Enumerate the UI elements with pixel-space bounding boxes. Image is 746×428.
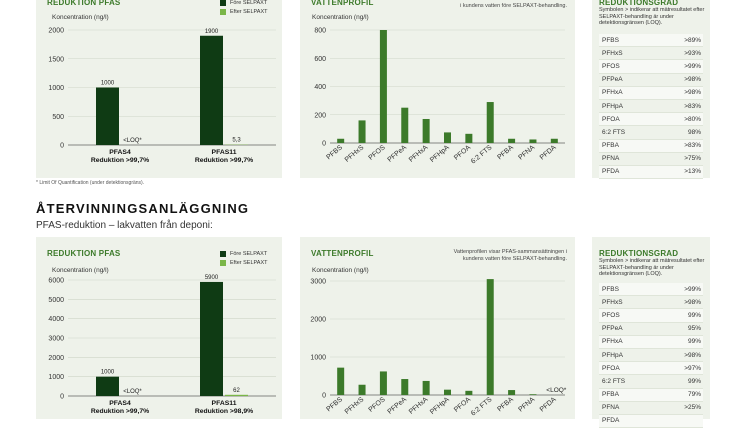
y-tick-label: 800: [314, 28, 326, 35]
bottom-profile-unit: Koncentration (ng/l): [312, 267, 369, 274]
table-row: [599, 140, 703, 153]
bottom-reduction-chart: [36, 237, 282, 419]
data-label: <LOQ*: [123, 389, 142, 395]
compound-name: PFHxA: [602, 338, 623, 345]
compound-name: PFHpA: [602, 103, 623, 110]
reduction-label: Reduktion >99,7%: [91, 408, 149, 415]
table-row: [599, 87, 703, 100]
bar: [487, 102, 494, 143]
legend-before-label: Före SELPAXT: [230, 251, 267, 257]
compound-name: PFBA: [602, 142, 619, 149]
reduction-value: 79%: [688, 391, 701, 398]
bar-before: [96, 377, 119, 396]
bar: [465, 134, 472, 143]
data-label: 1000: [101, 370, 115, 376]
bottom-reduction-title: REDUKTION PFAS: [47, 249, 120, 258]
bottom-table-panel: [592, 237, 710, 419]
x-tick-label: PFNA: [517, 144, 536, 162]
table-row: [599, 166, 703, 179]
compound-name: 6:2 FTS: [602, 378, 625, 385]
reduction-value: >98%: [684, 89, 701, 96]
x-tick-label: PFHpA: [429, 144, 451, 164]
x-tick-label: PFBA: [496, 144, 515, 161]
table-row: [599, 362, 703, 375]
data-label: 1000: [101, 81, 115, 87]
y-tick-label: 3000: [48, 336, 64, 343]
compound-name: PFOS: [602, 312, 620, 319]
bottom-reduction-table: [599, 283, 703, 428]
bar: [487, 279, 494, 395]
top-reduction-title: REDUKTION PFAS: [47, 0, 120, 7]
reduction-value: >25%: [684, 404, 701, 411]
x-tick-label: PFBS: [325, 144, 344, 161]
table-row: [599, 389, 703, 402]
section-subtitle: PFAS-reduktion – lakvatten från deponi:: [36, 220, 213, 231]
x-tick-label: PFDA: [539, 396, 558, 414]
reduction-value: >98%: [684, 352, 701, 359]
x-tick-label: PFHxS: [344, 396, 366, 416]
x-tick-label: PFHxA: [408, 396, 430, 416]
bar: [401, 108, 408, 143]
bar: [359, 385, 366, 395]
x-tick-label: PFDA: [539, 144, 558, 162]
table-row: [599, 100, 703, 113]
compound-name: PFOA: [602, 116, 620, 123]
bar: [529, 139, 536, 143]
x-tick-label: PFHxS: [344, 144, 366, 164]
compound-name: PFBS: [602, 37, 619, 44]
data-label: 62: [233, 388, 240, 394]
reduction-value: >89%: [684, 37, 701, 44]
bar: [551, 139, 558, 143]
x-tick-label: PFOS: [368, 396, 387, 414]
y-tick-label: 500: [52, 114, 64, 121]
category-label: PFAS4: [109, 400, 131, 407]
reduction-value: >98%: [684, 299, 701, 306]
top-profile-chart: [300, 0, 575, 178]
y-tick-label: 0: [60, 394, 64, 401]
loq-footnote: * Limit Of Quantification (under detektionsgräns).: [36, 180, 144, 186]
bar: [444, 132, 451, 143]
table-row: [599, 415, 703, 428]
reduction-label: Reduktion >98,9%: [195, 408, 253, 415]
y-tick-label: 0: [322, 141, 326, 148]
compound-name: PFOA: [602, 365, 620, 372]
x-tick-label: PFBA: [496, 396, 515, 413]
table-row: [599, 323, 703, 336]
table-row: [599, 60, 703, 73]
y-tick-label: 2000: [48, 28, 64, 35]
bar-before: [200, 36, 223, 145]
category-label: PFAS11: [212, 400, 237, 407]
y-tick-label: 2000: [310, 317, 326, 324]
compound-name: PFBS: [602, 286, 619, 293]
table-row: [599, 34, 703, 47]
compound-name: PFBA: [602, 391, 619, 398]
compound-name: PFHpA: [602, 352, 623, 359]
category-label: PFAS4: [109, 149, 131, 156]
reduction-value: >83%: [684, 142, 701, 149]
data-label: 1900: [205, 29, 219, 35]
bar: [359, 120, 366, 143]
bar: [444, 390, 451, 395]
y-tick-label: 0: [60, 143, 64, 150]
bottom-profile-note: Vattenprofilen visar PFAS-sammansättningen i kundens vatten före SELPAXT-behandling.: [432, 249, 567, 262]
reduction-label: Reduktion >99,7%: [195, 157, 253, 164]
data-annotation: <LOQ*: [546, 387, 567, 394]
compound-name: PFNA: [602, 155, 619, 162]
bar: [529, 394, 536, 395]
y-tick-label: 6000: [48, 278, 64, 285]
table-row: [599, 336, 703, 349]
x-tick-label: PFPeA: [387, 144, 409, 164]
bar-after: [225, 395, 248, 396]
reduction-value: >80%: [684, 116, 701, 123]
data-label: 5900: [205, 275, 219, 281]
compound-name: 6:2 FTS: [602, 129, 625, 136]
bar: [465, 391, 472, 395]
y-tick-label: 1000: [310, 355, 326, 362]
x-tick-label: 6:2 FTS: [470, 144, 494, 166]
reduction-value: >13%: [684, 168, 701, 175]
compound-name: PFDA: [602, 417, 619, 424]
y-tick-label: 400: [314, 84, 326, 91]
bar: [508, 390, 515, 395]
bar: [337, 139, 344, 143]
x-tick-label: 6:2 FTS: [470, 396, 494, 418]
table-row: [599, 402, 703, 415]
bottom-reduction-unit: Koncentration (ng/l): [52, 267, 109, 274]
top-reduction-unit: Koncentration (ng/l): [52, 14, 109, 21]
x-tick-label: PFHxA: [408, 144, 430, 164]
reduction-value: 99%: [688, 378, 701, 385]
bottom-table-title: REDUKTIONSGRAD: [599, 249, 678, 258]
compound-name: PFHxA: [602, 89, 623, 96]
x-tick-label: PFOA: [453, 144, 472, 162]
compound-name: PFPeA: [602, 76, 623, 83]
x-tick-label: PFHpA: [429, 396, 451, 416]
top-profile-title: VATTENPROFIL: [311, 0, 374, 7]
table-row: [599, 153, 703, 166]
top-table-panel: [592, 0, 710, 178]
bar: [401, 379, 408, 395]
y-tick-label: 600: [314, 56, 326, 63]
bottom-profile-title: VATTENPROFIL: [311, 249, 374, 258]
y-tick-label: 5000: [48, 297, 64, 304]
reduction-value: >98%: [684, 76, 701, 83]
legend-after-label: Efter SELPAXT: [230, 260, 268, 266]
top-table-title: REDUKTIONSGRAD: [599, 0, 678, 7]
legend-after-label: Efter SELPAXT: [230, 9, 268, 15]
reduction-value: >99%: [684, 63, 701, 70]
compound-name: PFHxS: [602, 50, 623, 57]
x-tick-label: PFNA: [517, 396, 536, 414]
bar: [423, 381, 430, 395]
reduction-value: 99%: [688, 338, 701, 345]
bar-before: [200, 282, 223, 396]
reduction-value: >97%: [684, 365, 701, 372]
reduction-value: >75%: [684, 155, 701, 162]
reduction-value: >99%: [684, 286, 701, 293]
category-label: PFAS11: [212, 149, 237, 156]
reduction-value: 99%: [688, 312, 701, 319]
legend-before-label: Före SELPAXT: [230, 0, 267, 6]
top-reduction-table: [599, 34, 703, 179]
y-tick-label: 4000: [48, 316, 64, 323]
table-row: [599, 47, 703, 60]
reduction-value: 95%: [688, 325, 701, 332]
compound-name: PFNA: [602, 404, 619, 411]
compound-name: PFPeA: [602, 325, 623, 332]
table-row: [599, 296, 703, 309]
data-label: <LOQ*: [123, 138, 142, 144]
reduction-value: 98%: [688, 129, 701, 136]
bottom-profile-chart: [300, 237, 575, 419]
bar: [380, 371, 387, 395]
top-profile-note: i kundens vatten före SELPAXT-behandling.: [432, 3, 567, 10]
compound-name: PFDA: [602, 168, 619, 175]
table-row: [599, 283, 703, 296]
top-reduction-chart: [36, 0, 282, 178]
data-label: 5,3: [232, 138, 241, 144]
compound-name: PFOS: [602, 63, 620, 70]
x-tick-label: PFPeA: [387, 396, 409, 416]
y-tick-label: 1000: [48, 374, 64, 381]
bar: [423, 119, 430, 143]
compound-name: PFHxS: [602, 299, 623, 306]
y-tick-label: 2000: [48, 355, 64, 362]
section-title: ÅTERVINNINGSANLÄGGNING: [36, 201, 249, 216]
y-tick-label: 0: [322, 393, 326, 400]
y-tick-label: 1500: [48, 56, 64, 63]
x-tick-label: PFOS: [368, 144, 387, 162]
y-tick-label: 200: [314, 112, 326, 119]
x-tick-label: PFBS: [325, 396, 344, 413]
top-profile-unit: Koncentration (ng/l): [312, 14, 369, 21]
top-table-subtitle: Symbolen > indikerar att mätresultatet efter SELPAXT-behandling är under detektionsgränsen (LOQ).: [599, 7, 714, 27]
bar: [508, 139, 515, 143]
table-row: [599, 113, 703, 126]
reduction-value: >93%: [684, 50, 701, 57]
bottom-table-subtitle: Symbolen > indikerar att mätresultatet efter SELPAXT-behandling är under detektionsgränsen (LOQ).: [599, 258, 714, 278]
bar: [337, 368, 344, 395]
reduction-value: >83%: [684, 103, 701, 110]
table-row: [599, 74, 703, 87]
y-tick-label: 1000: [48, 85, 64, 92]
x-tick-label: PFOA: [453, 396, 472, 414]
table-row: [599, 126, 703, 139]
table-row: [599, 375, 703, 388]
bar: [380, 30, 387, 143]
bar-before: [96, 88, 119, 146]
reduction-label: Reduktion >99,7%: [91, 157, 149, 164]
table-row: [599, 309, 703, 322]
y-tick-label: 3000: [310, 279, 326, 286]
table-row: [599, 349, 703, 362]
